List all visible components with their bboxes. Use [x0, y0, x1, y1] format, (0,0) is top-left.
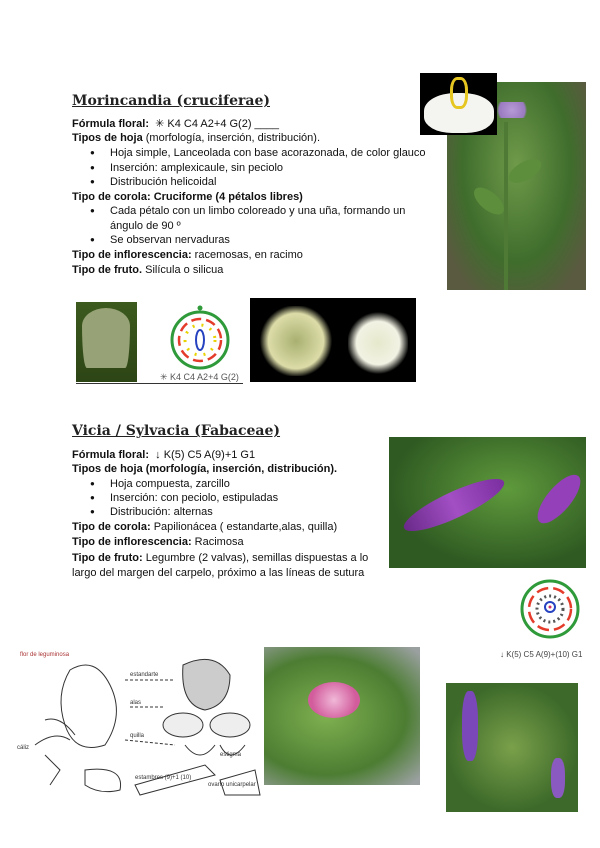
drawing-label: cáliz — [17, 745, 30, 751]
corolla-label: Tipo de corola: — [72, 521, 151, 533]
flower-raceme — [462, 691, 478, 761]
list-item: ● Distribución: alternas — [110, 505, 213, 519]
formula-label: Fórmula floral: — [72, 449, 150, 461]
drawing-label: alas — [130, 700, 142, 706]
drawing-label: quilla — [130, 733, 145, 739]
infl-label: Tipo de inflorescencia: — [72, 536, 192, 548]
formula-label: Fórmula floral: — [72, 118, 150, 130]
corolla-line: Tipo de corola: Cruciforme (4 pétalos libres) — [72, 191, 303, 203]
leaf-label: Tipos de hoja — [72, 132, 143, 144]
flower-top — [260, 306, 332, 376]
fruit — [82, 308, 130, 368]
drawing-label: estambres (9)+1 (10) — [135, 775, 192, 781]
formula-value: ↓ K(5) C5 A(9)+1 G1 — [155, 449, 256, 461]
vicia-photo — [389, 437, 586, 568]
flower-raceme — [551, 758, 565, 798]
section-title-morincandia: Morincandia (cruciferae) — [72, 93, 270, 109]
list-item: ● Hoja simple, Lanceolada con base acorazonada, de color glauco — [110, 146, 426, 160]
drawing-label: flor de leguminosa — [20, 652, 70, 658]
leaf — [469, 183, 508, 220]
legume-flower-drawing — [15, 645, 263, 805]
leaf-rest: (morfología, inserción, distribución). — [142, 132, 320, 144]
section-title-vicia: Vicia / Sylvacia (Fabaceae) — [72, 423, 281, 439]
fruit-value: Legumbre (2 valvas), semillas dispuestas a lo — [142, 552, 369, 564]
stem — [504, 122, 508, 290]
flower-raceme — [531, 468, 588, 529]
morincandia-flower-photo — [420, 73, 497, 135]
leaf-type-line — [72, 131, 320, 145]
floral-diagram-cruciferae — [160, 302, 242, 372]
flower-cluster — [492, 102, 532, 118]
fruit-label: Tipo de fruto. — [72, 264, 143, 276]
cruciferae-flower-photo — [250, 298, 416, 382]
infl-value: racemosas, en racimo — [191, 249, 303, 261]
divider — [76, 383, 243, 384]
list-item: ● Inserción: amplexicaule, sin peciolo — [110, 161, 283, 175]
fruit-value: Silícula o silicua — [142, 264, 224, 276]
fruit-line-2: largo del margen del carpelo, próximo a las líneas de sutura — [72, 567, 365, 579]
list-item: ● Hoja compuesta, zarcillo — [110, 477, 230, 491]
fruit-label: Tipo de fruto: — [72, 552, 143, 564]
list-item-continued: ángulo de 90 º — [110, 220, 181, 232]
list-item: ● Cada pétalo con un limbo coloreado y una uña, formando un — [110, 204, 405, 218]
floral-diagram-fabaceae — [515, 576, 585, 644]
diagram-formula: ↓ K(5) C5 A(9)+(10) G1 — [500, 650, 583, 659]
drawing-label: ovario unicarpelar — [208, 782, 256, 788]
vicia-pea-flower-photo — [264, 647, 420, 785]
leaf — [505, 154, 545, 188]
flower-side — [348, 312, 408, 374]
flower-raceme — [399, 470, 510, 540]
diagram-formula: ✳ K4 C4 A2+4 G(2) — [160, 372, 239, 382]
corolla-line — [72, 520, 337, 534]
drawing-label: estigma — [220, 752, 242, 758]
list-item: ● Se observan nervaduras — [110, 233, 230, 247]
leaf-type-line: Tipos de hoja (morfología, inserción, distribución). — [72, 463, 338, 475]
inflorescence-line — [72, 535, 244, 549]
flower — [308, 682, 360, 718]
corolla-value: Papilionácea ( estandarte,alas, quilla) — [150, 521, 338, 533]
fruit-line — [72, 551, 368, 565]
silicula-photo — [76, 302, 137, 382]
drawing-label: estandarte — [130, 672, 159, 678]
formula-line — [72, 448, 255, 462]
infl-value: Racimosa — [191, 536, 244, 548]
list-item: ● Inserción: con peciolo, estipuladas — [110, 491, 278, 505]
stamens — [450, 77, 468, 109]
formula-value: ✳ K4 C4 A2+4 G(2) ____ — [155, 118, 280, 130]
list-item: ● Distribución helicoidal — [110, 175, 216, 189]
formula-line — [72, 117, 279, 131]
fruit-line — [72, 263, 223, 277]
vicia-raceme-photo — [446, 683, 578, 812]
infl-label: Tipo de inflorescencia: — [72, 249, 192, 261]
inflorescence-line — [72, 248, 303, 262]
